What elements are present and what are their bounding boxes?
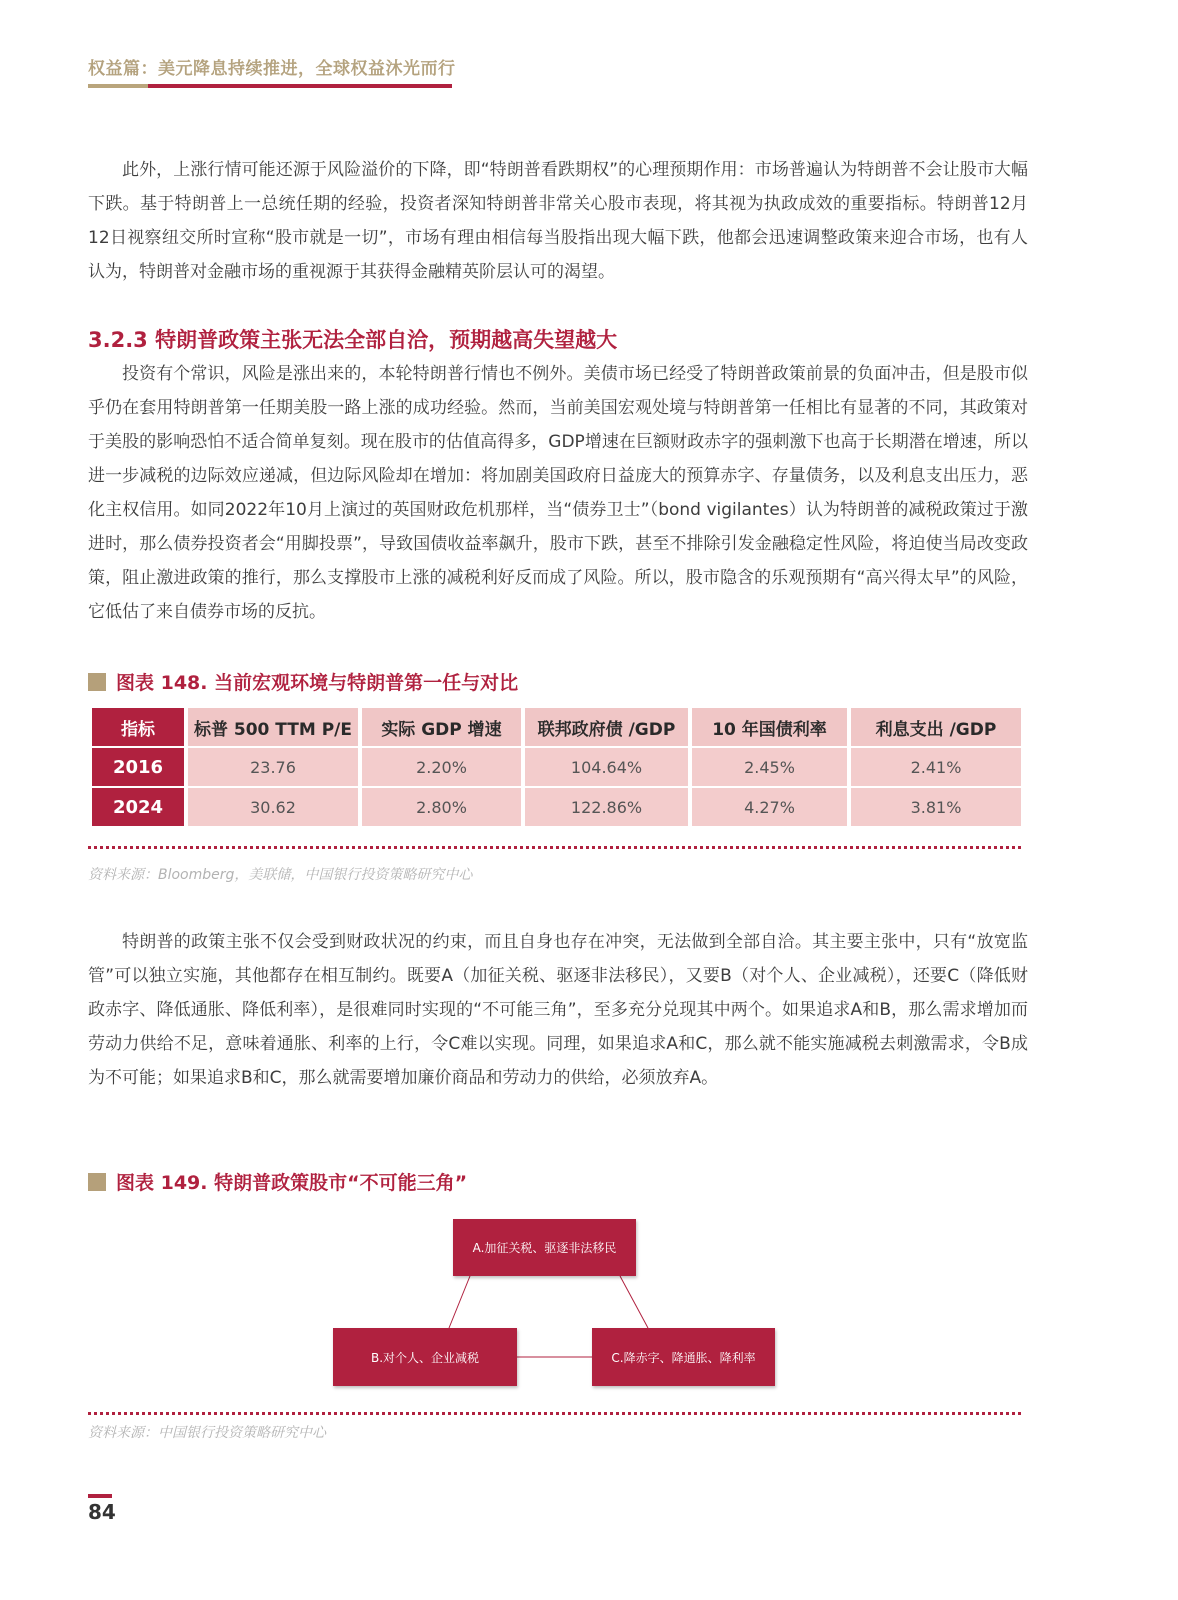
table-row-year: 2016 — [92, 748, 184, 786]
table-header-cell: 10 年国债利率 — [692, 708, 847, 746]
triangle-box-a: A.加征关税、驱逐非法移民 — [453, 1219, 636, 1276]
figure-149-source: 资料来源：中国银行投资策略研究中心 — [88, 1425, 326, 1441]
paragraph-3: 特朗普的政策主张不仅会受到财政状况的约束，而且自身也存在冲突，无法做到全部自洽。其主要主张中，只有“放宽监管”可以独立实施，其他都存在相互制约。既要A（加征关税、驱逐非法移民），又要B（对个人、企业减税），还要C（降低财政赤字、降低通胀、降低利率），是很难同时实现的“不可能三角”，至多充分兑现其中两个。如果追求A和B，那么需求增加而劳动力供给不足，意味着通胀、利率的上行，令C难以实现。同理，如果追求A和C，那么就不能实施减税去刺激需求，令B成为不可能；如果追求B和C，那么就需要增加廉价商品和劳动力的供给，必须放弃A。 — [88, 932, 1028, 1088]
figure-149-title-text: 图表 149. 特朗普政策股市“不可能三角” — [116, 1172, 468, 1194]
table-row — [92, 748, 1021, 786]
dotted-divider — [88, 1412, 1021, 1415]
table-header-cell: 联邦政府债 /GDP — [525, 708, 688, 746]
paragraph-2: 投资有个常识，风险是涨出来的，本轮特朗普行情也不例外。美债市场已经受了特朗普政策前景的负面冲击，但是股市似乎仍在套用特朗普第一任期美股一路上涨的成功经验。然而，当前美国宏观处境与特朗普第一任相比有显著的不同，其政策对于美股的影响恐怕不适合简单复刻。现在股市的估值高得多，GDP增速在巨额财政赤字的强刺激下也高于长期潜在增速，所以进一步减税的边际效应递减，但边际风险却在增加：将加剧美国政府日益庞大的预算赤字、存量债务，以及利息支出压力，恶化主权信用。如同2022年10月上演过的英国财政危机那样，当“债券卫士”（bond vigilantes）认为特朗普的减税政策过于激进时，那么债券投资者会“用脚投票”，导致国债收益率飙升，股市下跌，甚至不排除引发金融稳定性风险，将迫使当局改变政策，阻止激进政策的推行，那么支撑股市上涨的减税利好反而成了风险。所以，股市隐含的乐观预期有“高兴得太早”的风险，它低估了来自债券市场的反抗。 — [88, 364, 1028, 622]
square-bullet-icon — [88, 1173, 106, 1191]
square-bullet-icon — [88, 673, 106, 691]
page-number-mark — [88, 1494, 112, 1498]
header-rule-gold — [88, 84, 148, 88]
table-cell: 104.64% — [525, 748, 688, 786]
triangle-box-c: C.降赤字、降通胀、降利率 — [592, 1328, 775, 1386]
figure-148-title — [88, 668, 518, 695]
table-cell: 23.76 — [188, 748, 358, 786]
section-heading: 3.2.3 特朗普政策主张无法全部自洽，预期越高失望越大 — [88, 328, 618, 352]
table-header-cell: 利息支出 /GDP — [851, 708, 1021, 746]
page-number: 84 — [88, 1500, 116, 1524]
table-cell: 2.45% — [692, 748, 847, 786]
figure-148-title-text: 图表 148. 当前宏观环境与特朗普第一任与对比 — [116, 672, 519, 694]
table-cell: 4.27% — [692, 788, 847, 826]
table-header-cell: 指标 — [92, 708, 184, 746]
table-row — [92, 788, 1021, 826]
table-cell: 30.62 — [188, 788, 358, 826]
triangle-box-b: B.对个人、企业减税 — [333, 1328, 517, 1386]
dotted-divider — [88, 846, 1021, 849]
table-header-cell: 实际 GDP 增速 — [362, 708, 521, 746]
table-cell: 2.80% — [362, 788, 521, 826]
table-cell: 3.81% — [851, 788, 1021, 826]
paragraph-1: 此外，上涨行情可能还源于风险溢价的下降，即“特朗普看跌期权”的心理预期作用：市场普遍认为特朗普不会让股市大幅下跌。基于特朗普上一总统任期的经验，投资者深知特朗普非常关心股市表现，将其视为执政成效的重要指标。特朗普12月12日视察纽交所时宣称“股市就是一切”，市场有理由相信每当股指出现大幅下跌，他都会迅速调整政策来迎合市场，也有人认为，特朗普对金融市场的重视源于其获得金融精英阶层认可的渴望。 — [88, 160, 1028, 282]
table-cell: 122.86% — [525, 788, 688, 826]
table-cell: 2.41% — [851, 748, 1021, 786]
table-header-row — [92, 708, 1021, 746]
table-row-year: 2024 — [92, 788, 184, 826]
macro-comparison-table — [88, 706, 1025, 828]
figure-149-title — [88, 1168, 467, 1195]
figure-148-source: 资料来源：Bloomberg，美联储，中国银行投资策略研究中心 — [88, 867, 473, 883]
header-title: 权益篇：美元降息持续推进，全球权益沐光而行 — [88, 59, 456, 79]
connector-line-a-b — [449, 1276, 470, 1328]
table-header-cell: 标普 500 TTM P/E — [188, 708, 358, 746]
connector-line-a-c — [620, 1276, 648, 1328]
header-rule-red — [148, 84, 452, 88]
table-cell: 2.20% — [362, 748, 521, 786]
